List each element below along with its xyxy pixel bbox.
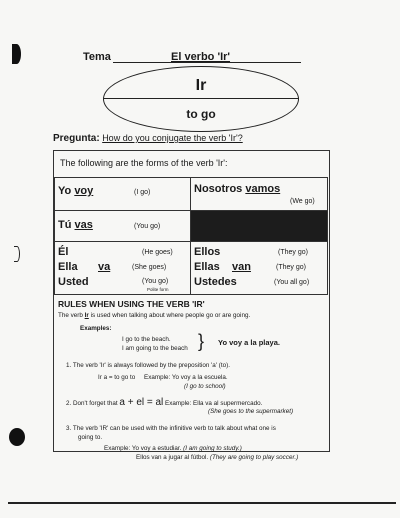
ellas-gloss: (They go) — [276, 264, 306, 271]
ellas-verb: van — [232, 261, 251, 273]
pregunta-question: How do you conjugate the verb 'Ir'? — [102, 133, 243, 143]
rule-3-line-2: going to. — [78, 434, 103, 441]
usted-gloss: (You go) — [142, 278, 169, 285]
rule-2-pre: 2. Don't forget that — [66, 400, 118, 407]
cell-vosotros-blacked-out — [190, 210, 328, 242]
rule-2 — [66, 397, 262, 408]
ellipse-divider — [103, 98, 299, 99]
rule-1-formula: Ir a = to go to — [98, 374, 136, 381]
ustedes-gloss: (You all go) — [274, 279, 310, 286]
forms-intro: The following are the forms of the verb 'Ir': — [60, 158, 228, 168]
yo-pronoun: Yo — [58, 185, 72, 197]
example-brace-icon: } — [198, 331, 205, 351]
rule-2-translation: (She goes to the supermarket) — [208, 408, 294, 415]
usted-pronoun: Usted — [58, 276, 89, 288]
tu-form — [58, 219, 93, 231]
rule-1-translation: (I go to school) — [184, 383, 226, 390]
rule-1: 1. The verb 'Ir' is always followed by the preposition 'a' (to). — [66, 362, 230, 369]
ella-gloss: (She goes) — [132, 264, 167, 271]
ellos-pronoun: Ellos — [194, 246, 221, 258]
ustedes-pronoun: Ustedes — [194, 276, 237, 288]
conjugation-grid — [54, 177, 328, 295]
tema-label: Tema — [83, 51, 111, 63]
rule-3-ex2: Ellos van a jugar al fútbol. — [136, 454, 209, 461]
nosotros-gloss: (We go) — [290, 198, 315, 205]
rule-3-example-2 — [136, 454, 298, 461]
ellos-gloss: (They go) — [278, 249, 308, 256]
rule-2-example: Example: Ella va al supermercado. — [165, 400, 263, 407]
pregunta-row — [53, 133, 243, 144]
tu-pronoun: Tú — [58, 219, 72, 231]
rule-3-example-1 — [104, 445, 242, 452]
nosotros-form — [194, 183, 280, 195]
ellas-pronoun: Ellas — [194, 261, 220, 273]
ella-verb: va — [98, 261, 111, 273]
rule-2-formula: a + el = al — [119, 397, 164, 408]
pregunta-label: Pregunta: — [53, 133, 100, 144]
el-gloss: (He goes) — [142, 249, 173, 256]
verb-translation: to go — [186, 107, 216, 121]
example-en-1: I go to the beach. — [122, 336, 171, 343]
rules-intro-pre: The verb — [58, 312, 83, 319]
binder-hole-top — [12, 44, 21, 64]
bottom-rule — [8, 502, 396, 504]
rule-3-ex1: Example: Yo voy a estudiar. — [104, 445, 182, 452]
yo-verb: voy — [74, 185, 94, 197]
example-es: Yo voy a la playa. — [218, 338, 280, 347]
rules-intro-verb: Ir — [84, 312, 89, 319]
rules-intro — [58, 312, 250, 319]
tema-value: El verbo 'Ir' — [171, 51, 231, 63]
binder-hole-middle — [14, 246, 20, 262]
el-pronoun: Él — [58, 246, 69, 258]
rule-1-example: Example: Yo voy a la escuela. — [144, 374, 228, 381]
binder-hole-bottom — [9, 428, 25, 446]
verb-ellipse — [103, 66, 299, 132]
yo-gloss: (I go) — [134, 189, 151, 196]
rule-3-ex2-translation: (They are going to play soccer.) — [209, 454, 299, 461]
verb-name: Ir — [195, 77, 207, 94]
rule-3-line-1: 3. The verb 'IR' can be used with the infinitive verb to talk about what one is — [66, 425, 276, 432]
tu-verb: vas — [74, 219, 93, 231]
examples-label: Examples: — [80, 325, 112, 332]
nosotros-pronoun: Nosotros — [194, 183, 243, 195]
tu-gloss: (You go) — [134, 223, 161, 230]
rule-3-ex1-translation: (I am going to study.) — [183, 445, 242, 452]
usted-note: Polite form — [147, 287, 169, 292]
rules-intro-post: is used when talking about where people go or are going. — [90, 312, 251, 319]
rules-title: RULES WHEN USING THE VERB 'IR' — [58, 299, 205, 309]
example-en-2: I am going to the beach — [122, 345, 188, 352]
ella-pronoun: Ella — [58, 261, 78, 273]
nosotros-verb: vamos — [245, 183, 281, 195]
yo-form — [58, 185, 93, 197]
